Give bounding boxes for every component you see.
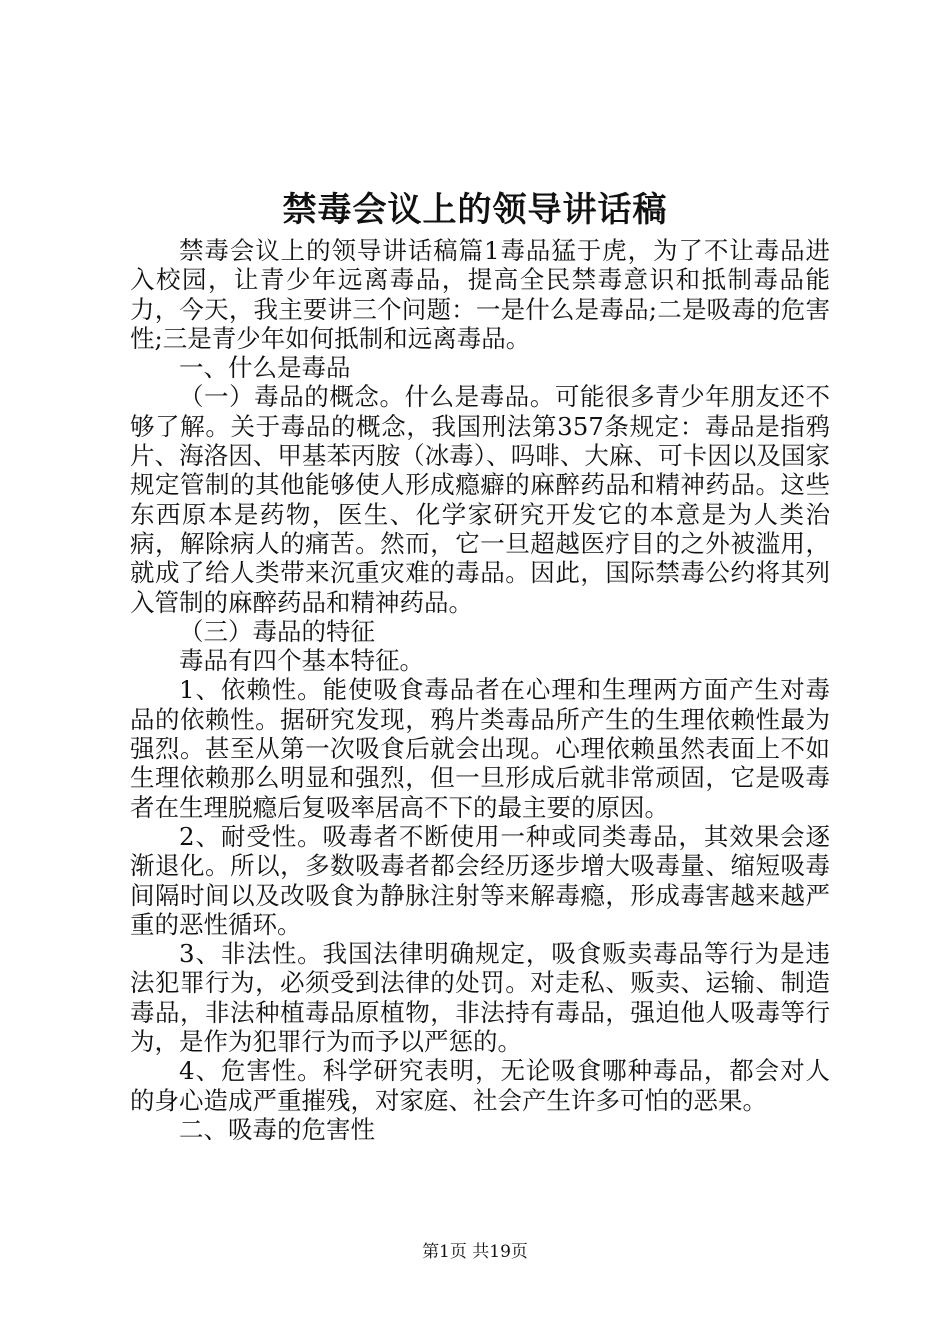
paragraph: 1、依赖性。能使吸食毒品者在心理和生理两方面产生对毒品的依赖性。据研究发现，鸦片类毒品所产生的生理依赖性最为强烈。甚至从第一次吸食后就会出现。心理依赖虽然表面上不如生理依赖那么明显和强烈，但一旦形成后就非常顽固，它是吸毒者在生理脱瘾后复吸率居高不下的最主要的原因。 [130,675,830,822]
paragraph: 毒品有四个基本特征。 [179,646,424,676]
section-heading: 一、什么是毒品 [179,353,351,383]
document-title: 禁毒会议上的领导讲话稿 [282,190,668,230]
paragraph: 4、危害性。科学研究表明，无论吸食哪种毒品，都会对人的身心造成严重摧残，对家庭、社会产生许多可怕的恶果。 [130,1056,830,1115]
subsection-heading: （三）毒品的特征 [179,616,375,646]
page-footer: 第1页 共19页 [422,1242,528,1262]
paragraph: 2、耐受性。吸毒者不断使用一种或同类毒品，其效果会逐渐退化。所以，多数吸毒者都会经历逐步增大吸毒量、缩短吸毒间隔时间以及改吸食为静脉注射等来解毒瘾，形成毒害越来越严重的恶性循环。 [130,821,830,939]
document-body [130,236,830,1144]
paragraph: （一）毒品的概念。什么是毒品。可能很多青少年朋友还不够了解。关于毒品的概念，我国刑法第357条规定：毒品是指鸦片、海洛因、甲基苯丙胺（冰毒）、吗啡、大麻、可卡因以及国家规定管制的其他能够使人形成瘾癖的麻醉药品和精神药品。这些东西原本是药物，医生、化学家研究开发它的本意是为人类治病，解除病人的痛苦。然而，它一旦超越医疗目的之外被滥用，就成了给人类带来沉重灾难的毒品。因此，国际禁毒公约将其列入管制的麻醉药品和精神药品。 [130,382,830,617]
section-heading: 二、吸毒的危害性 [179,1114,375,1144]
paragraph: 3、非法性。我国法律明确规定，吸食贩卖毒品等行为是违法犯罪行为，必须受到法律的处罚。对走私、贩卖、运输、制造毒品，非法种植毒品原植物，非法持有毒品，强迫他人吸毒等行为，是作为犯罪行为而予以严惩的。 [130,939,830,1057]
paragraph: 禁毒会议上的领导讲话稿篇1毒品猛于虎，为了不让毒品进入校园，让青少年远离毒品，提高全民禁毒意识和抵制毒品能力，今天，我主要讲三个问题：一是什么是毒品;二是吸毒的危害性;三是青少年如何抵制和远离毒品。 [130,236,830,353]
